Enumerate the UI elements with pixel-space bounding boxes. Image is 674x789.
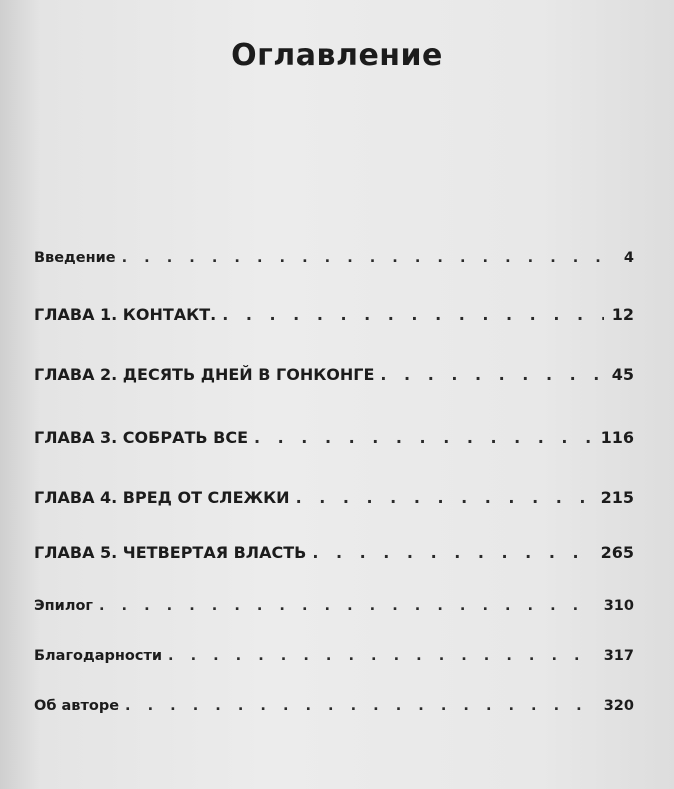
toc-entry-label: ГЛАВА 4. ВРЕД ОТ СЛЕЖКИ [34,488,290,507]
toc-leader-dots [125,698,596,714]
toc-entry-page: 4 [623,250,634,266]
toc-entry-label: ГЛАВА 3. СОБРАТЬ ВСЕ [34,428,248,447]
toc-entry-about-author [34,698,634,714]
toc-leader-dots [254,428,593,447]
toc-leader-dots [380,365,603,384]
toc-entry-page: 12 [611,305,634,324]
toc-entry-label: ГЛАВА 2. ДЕСЯТЬ ДНЕЙ В ГОНКОНГЕ [34,365,375,384]
toc-entry-chapter-3 [34,428,634,447]
toc-leader-dots [168,648,596,664]
toc-entry-epilogue [34,598,634,614]
toc-entry-page: 310 [603,598,634,614]
toc-leader-dots [296,488,593,507]
toc-entry-label: Эпилог [34,598,93,614]
toc-leader-dots [122,250,616,266]
toc-entry-page: 215 [600,488,634,507]
toc-leader-dots [99,598,596,614]
toc-entry-label: Введение [34,250,116,266]
toc-entry-label: ГЛАВА 1. КОНТАКТ. [34,305,217,324]
toc-leader-dots [312,543,592,562]
toc-entry-acknowledgements [34,648,634,664]
toc-entry-chapter-2 [34,365,634,384]
toc-entry-chapter-1 [34,305,634,324]
toc-entry-label: Об авторе [34,698,120,714]
toc-entry-page: 265 [600,543,634,562]
toc-entry-chapter-5 [34,543,634,562]
toc-entry-page: 116 [600,428,634,447]
toc-entry-introduction [34,250,634,266]
toc-entry-chapter-4 [34,488,634,507]
page-title: Оглавление [231,38,443,73]
toc-entry-label: Благодарности [34,648,163,664]
toc-entry-page: 317 [603,648,634,664]
toc-entry-page: 45 [611,365,634,384]
toc-entry-label: ГЛАВА 5. ЧЕТВЕРТАЯ ВЛАСТЬ [34,543,307,562]
toc-entry-page: 320 [603,698,634,714]
toc-leader-dots [222,305,604,324]
